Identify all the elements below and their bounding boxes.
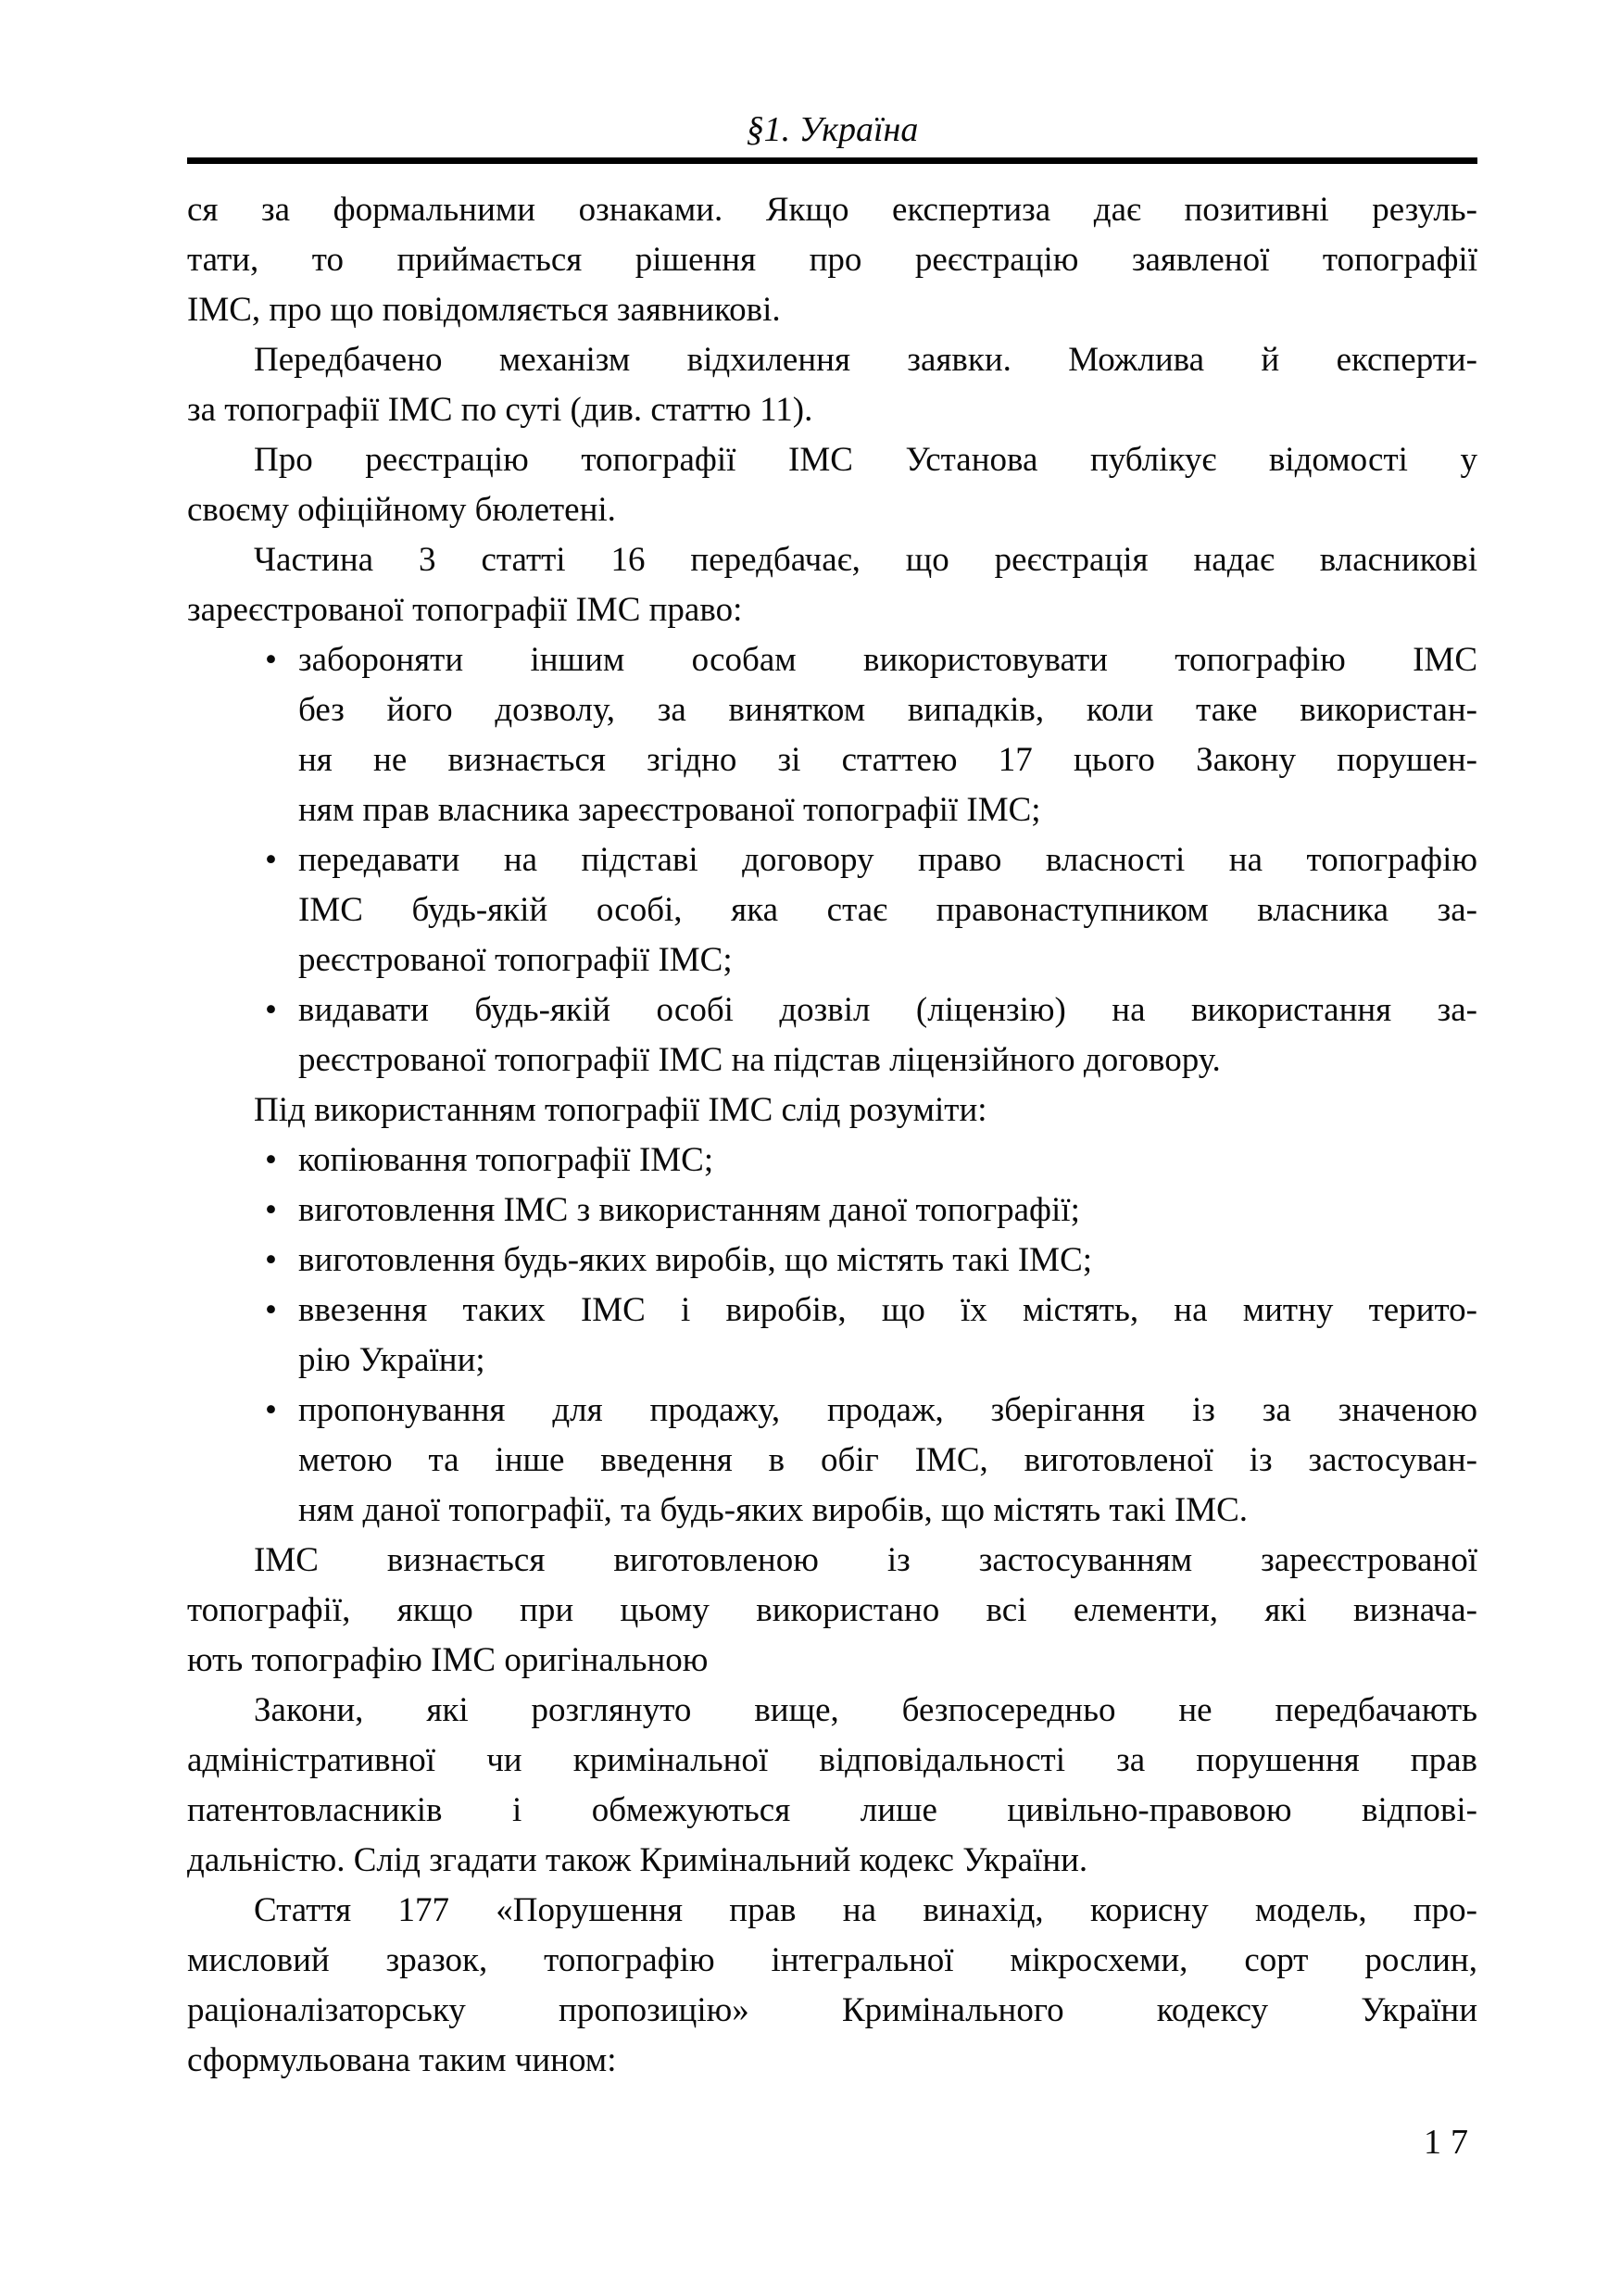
text-line: мисловий зразок, топографію інтегральної мікросхеми, сорт рослин, <box>187 1941 1477 1979</box>
bullet-icon: • <box>265 1391 277 1429</box>
text-line: пропонування для продажу, продаж, зберігання із за значеною <box>298 1391 1477 1429</box>
text-line: своєму офіційному бюлетені. <box>187 491 616 529</box>
text-line: Передбачено механізм відхилення заявки. Можлива й експерти- <box>254 341 1477 379</box>
text-line: забороняти іншим особам використовувати топографію ІМС <box>298 641 1477 679</box>
text-line: рію України; <box>298 1341 485 1379</box>
text-line: топографії, якщо при цьому використано всі елементи, які визнача- <box>187 1591 1477 1629</box>
bullet-icon: • <box>265 991 277 1029</box>
text-line: Закони, які розглянуто вище, безпосередньо не передбачають <box>254 1691 1477 1729</box>
bullet-item <box>187 1386 1477 1536</box>
text-line: копіювання топографії ІМС; <box>298 1141 714 1179</box>
bullet-item <box>187 1236 1477 1286</box>
text-line: ІМС визнається виготовленою із застосуванням зареєстрованої <box>254 1541 1477 1579</box>
text-line: ють топографію ІМС оригінальною <box>187 1641 709 1679</box>
paragraph <box>187 1085 1477 1135</box>
text-line: реєстрованої топографії ІМС на підстав ліцензійного договору. <box>298 1041 1221 1079</box>
bullet-icon: • <box>265 641 277 679</box>
text-line: Під використанням топографії ІМС слід розуміти: <box>254 1091 987 1129</box>
bullet-item <box>187 635 1477 835</box>
text-line: за топографії ІМС по суті (див. статтю 11). <box>187 391 813 429</box>
paragraph <box>187 1686 1477 1886</box>
text-line: ввезення таких ІМС і виробів, що їх містять, на митну терито- <box>298 1291 1477 1329</box>
bullet-item <box>187 1286 1477 1386</box>
paragraph <box>187 1536 1477 1686</box>
text-line: без його дозволу, за винятком випадків, коли таке використан- <box>298 691 1477 729</box>
text-line: дальністю. Слід згадати також Кримінальний кодекс України. <box>187 1841 1088 1879</box>
text-line: ІМС, про що повідомляється заявникові. <box>187 291 781 329</box>
paragraph <box>187 435 1477 535</box>
text-line: ІМС будь-якій особі, яка стає правонаступником власника за- <box>298 891 1477 929</box>
page-number: 17 <box>1424 2123 1477 2162</box>
text-line: ня не визнається згідно зі статтею 17 цього Закону порушен- <box>298 741 1477 779</box>
bullet-item <box>187 835 1477 985</box>
text-line: виготовлення будь-яких виробів, що містять такі ІМС; <box>298 1241 1093 1279</box>
text-line: Про реєстрацію топографії ІМС Установа публікує відомості у <box>254 441 1477 479</box>
text-line: ся за формальними ознаками. Якщо експертиза дає позитивні резуль- <box>187 191 1477 229</box>
bullet-icon: • <box>265 841 277 879</box>
text-line: адміністративної чи кримінальної відповідальності за порушення прав <box>187 1741 1477 1779</box>
paragraph <box>187 335 1477 435</box>
text-line: ням даної топографії, та будь-яких виробів, що містять такі ІМС. <box>298 1491 1249 1529</box>
chapter-header: §1. Україна <box>746 110 919 149</box>
text-line: патентовласників і обмежуються лише цивільно-правовою відпові- <box>187 1791 1477 1829</box>
bullet-icon: • <box>265 1141 277 1179</box>
bullet-icon: • <box>265 1241 277 1279</box>
text-line: сформульована таким чином: <box>187 2041 617 2079</box>
text-line: раціоналізаторську пропозицію» Кримінального кодексу України <box>187 1991 1477 2029</box>
text-line: Частина 3 статті 16 передбачає, що реєстрація надає власникові <box>254 541 1477 579</box>
text-line: зареєстрованої топографії ІМС право: <box>187 591 743 629</box>
text-line: ням прав власника зареєстрованої топографії ІМС; <box>298 791 1041 829</box>
text-line: виготовлення ІМС з використанням даної топографії; <box>298 1191 1080 1229</box>
paragraph <box>187 185 1477 335</box>
bullet-icon: • <box>265 1291 277 1329</box>
bullet-icon: • <box>265 1191 277 1229</box>
text-line: Стаття 177 «Порушення прав на винахід, корисну модель, про- <box>254 1891 1477 1929</box>
text-line: тати, то приймається рішення про реєстрацію заявленої топографії <box>187 241 1477 279</box>
text-line: видавати будь-якій особі дозвіл (ліцензію) на використання за- <box>298 991 1477 1029</box>
bullet-item <box>187 985 1477 1085</box>
header-divider <box>187 157 1477 164</box>
text-body <box>187 185 1477 2086</box>
bullet-item <box>187 1135 1477 1186</box>
paragraph <box>187 535 1477 635</box>
paragraph <box>187 1886 1477 2086</box>
text-line: метою та інше введення в обіг ІМС, виготовленої із застосуван- <box>298 1441 1477 1479</box>
text-line: реєстрованої топографії ІМС; <box>298 941 733 979</box>
bullet-item <box>187 1186 1477 1236</box>
text-line: передавати на підставі договору право власності на топографію <box>298 841 1477 879</box>
